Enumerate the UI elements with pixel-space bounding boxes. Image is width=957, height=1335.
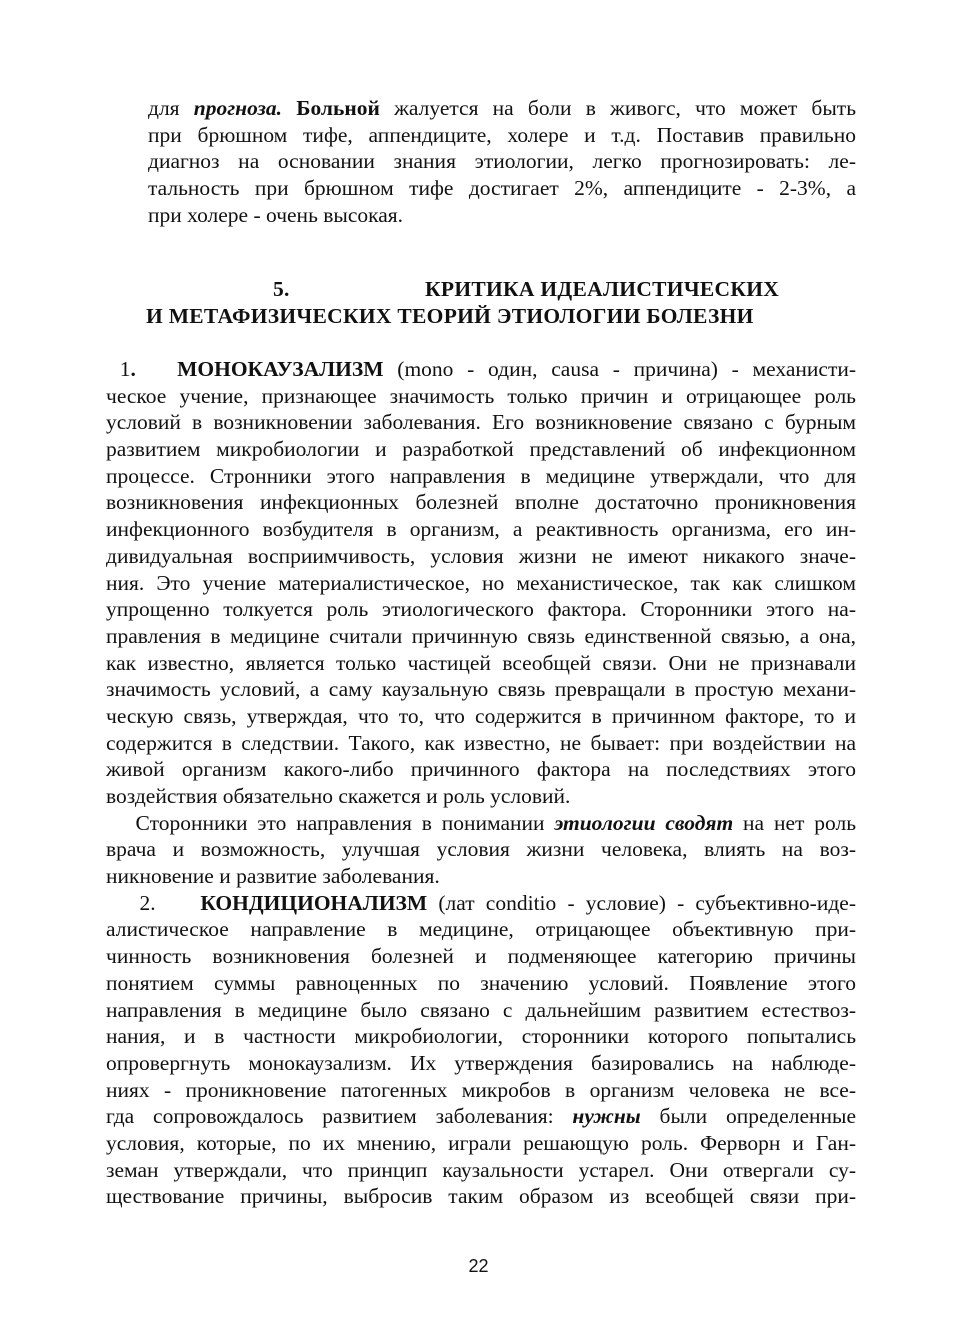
text-run: упрощенно толкуется роль этиологического фактора. Сторонники этого на- <box>106 597 856 622</box>
text-run: направления в медицине было связано с дальнейшим развитием естествоз- <box>106 997 856 1022</box>
text-run: как известно, является только частицей всеобщей связи. Они не признавали <box>106 650 856 675</box>
text-line <box>106 1157 856 1184</box>
text-run: живой организм какого-либо причинного фактора на последствиях этого <box>106 757 856 782</box>
text-run: ществование причины, выбросив таким образом из всеобщей связи при- <box>106 1184 856 1209</box>
intro-paragraph <box>148 95 856 228</box>
text-line <box>148 175 856 202</box>
text-run: 1 <box>106 357 131 381</box>
bold-term: МОНОКАУЗАЛИЗМ <box>177 357 384 381</box>
text-line <box>106 570 856 597</box>
text-run: понятием суммы равноценных по значению условий. Появление этого <box>106 970 856 995</box>
text-line <box>106 890 856 917</box>
text-line <box>106 543 856 570</box>
text-line <box>106 1023 856 1050</box>
text-run: ческую связь, утверждая, что то, что содержится в причинном факторе, то и <box>106 703 856 728</box>
section-heading-line-1 <box>100 276 860 303</box>
text-run: инфекционного возбудителя в организм, а реактивность организма, его ин- <box>106 517 856 542</box>
text-run: содержится в следствии. Такого, как известно, не бывает: при воздействии на <box>106 730 856 755</box>
text-run: ния. Это учение материалистическое, но механистическое, так как слишком <box>106 570 856 595</box>
text-run: тальность при брюшном тифе достигает 2%, аппендиците - 2-3%, а <box>148 176 856 201</box>
text-line <box>106 997 856 1024</box>
text-run: процессе. Стронники этого направления в медицине утверждали, что для <box>106 463 856 488</box>
text-line <box>106 730 856 757</box>
text-line <box>106 703 856 730</box>
page-number: 22 <box>468 1256 489 1276</box>
text-run: правления в медицине считали причинную связь единственной связью, а она, <box>106 623 856 648</box>
text-run: (mono - один, causa - причина) - механисти- <box>383 357 857 381</box>
text-line <box>106 436 856 463</box>
text-line <box>106 409 856 436</box>
text-line <box>106 463 856 490</box>
text-run: чинность возникновения болезней и подменяющее категорию причины <box>106 944 856 969</box>
text-run: ческое учение, признающее значимость только причин и отрицающее роль <box>106 383 856 408</box>
text-run: нания, и в частности микробиологии, сторонники которого попытались <box>106 1024 856 1049</box>
text-line <box>148 95 856 122</box>
text-line <box>106 1130 856 1157</box>
text-run: земан утверждали, что принцип каузальности устарел. Они отвергали су- <box>106 1157 856 1182</box>
text-line <box>106 1077 856 1104</box>
text-line <box>106 383 856 410</box>
bold-italic-term: этиологии сводят <box>554 810 734 835</box>
text-run: жалуется на боли в живогс, что может быть <box>379 96 857 120</box>
text-line <box>148 122 856 149</box>
text-run: при холере - очень высокая. <box>148 202 404 227</box>
text-line <box>106 916 856 943</box>
text-run: алистическое направление в медицине, отрицающее объективную при- <box>106 917 856 942</box>
text-line <box>106 1050 856 1077</box>
text-run: воздействия обязательно скажется и роль условий. <box>106 784 571 808</box>
text-line <box>106 756 856 783</box>
bold-term: Больной <box>296 96 380 120</box>
text-line <box>106 943 856 970</box>
text-line <box>106 1103 856 1130</box>
text-line <box>148 148 856 175</box>
section-heading <box>100 276 860 330</box>
text-run: гда сопровождалось развитием заболевания: <box>106 1104 573 1129</box>
text-run: условий в возникновении заболевания. Его возникновение связано с бурным <box>106 410 856 435</box>
text-run: Сторонники это направления в понимании <box>106 810 555 835</box>
text-run: (лат conditio - условие) - субъективно-иде- <box>427 890 856 915</box>
text-run: ниях - проникновение патогенных микробов в организм человека не все- <box>106 1077 856 1102</box>
text-line <box>148 202 856 229</box>
section-title-line-1: КРИТИКА ИДЕАЛИСТИЧЕСКИХ <box>425 277 780 301</box>
text-run: врача и возможность, улучшая условия жизни человека, влиять на воз- <box>106 837 856 862</box>
text-run: при брюшном тифе, аппендиците, холере и т.д. Поставив правильно <box>148 122 856 147</box>
text-run: для <box>148 96 194 120</box>
section-title-line-2: И МЕТАФИЗИЧЕСКИХ ТЕОРИЙ ЭТИОЛОГИИ БОЛЕЗНИ <box>146 304 754 328</box>
text-run <box>282 96 296 120</box>
text-run: значимость условий, а саму каузальную связь превращали в простую механи- <box>106 677 856 702</box>
text-line <box>106 1183 856 1210</box>
main-text <box>106 356 856 1210</box>
text-line <box>106 356 856 383</box>
text-line <box>106 676 856 703</box>
text-line <box>106 516 856 543</box>
text-run <box>136 357 177 381</box>
bold-term: КОНДИЦИОНАЛИЗМ <box>200 890 428 915</box>
text-line <box>106 836 856 863</box>
text-run: развитием микробиологии и разработкой представлений об инфекционном <box>106 437 856 462</box>
bold-italic-term: прогноза. <box>193 96 283 120</box>
bold-term: . <box>130 357 136 381</box>
text-run: на нет роль <box>733 810 856 835</box>
text-line <box>106 623 856 650</box>
text-run: дивидуальная восприимчивость, условия жизни не имеют никакого значе- <box>106 543 856 568</box>
text-run: опровергнуть монокаузализм. Их утверждения базировались на наблюде- <box>106 1050 856 1075</box>
text-line <box>106 810 856 837</box>
text-run: диагноз на основании знания этиологии, легко прогнозировать: ле- <box>148 149 856 174</box>
text-run: никновение и развитие заболевания. <box>106 864 440 889</box>
text-run: 2. <box>106 890 201 915</box>
text-line <box>106 970 856 997</box>
text-line <box>106 863 856 890</box>
text-line <box>106 783 856 810</box>
text-line <box>106 650 856 677</box>
bold-italic-term: нужны <box>572 1104 641 1129</box>
text-run: были определенные <box>640 1104 856 1129</box>
text-run: условия, которые, по их мнению, играли решающую роль. Ферворн и Ган- <box>106 1130 856 1155</box>
section-number: 5. <box>273 277 290 301</box>
text-line <box>106 596 856 623</box>
text-line <box>106 489 856 516</box>
text-run: возникновения инфекционных болезней вполне достаточно проникновения <box>106 490 856 515</box>
